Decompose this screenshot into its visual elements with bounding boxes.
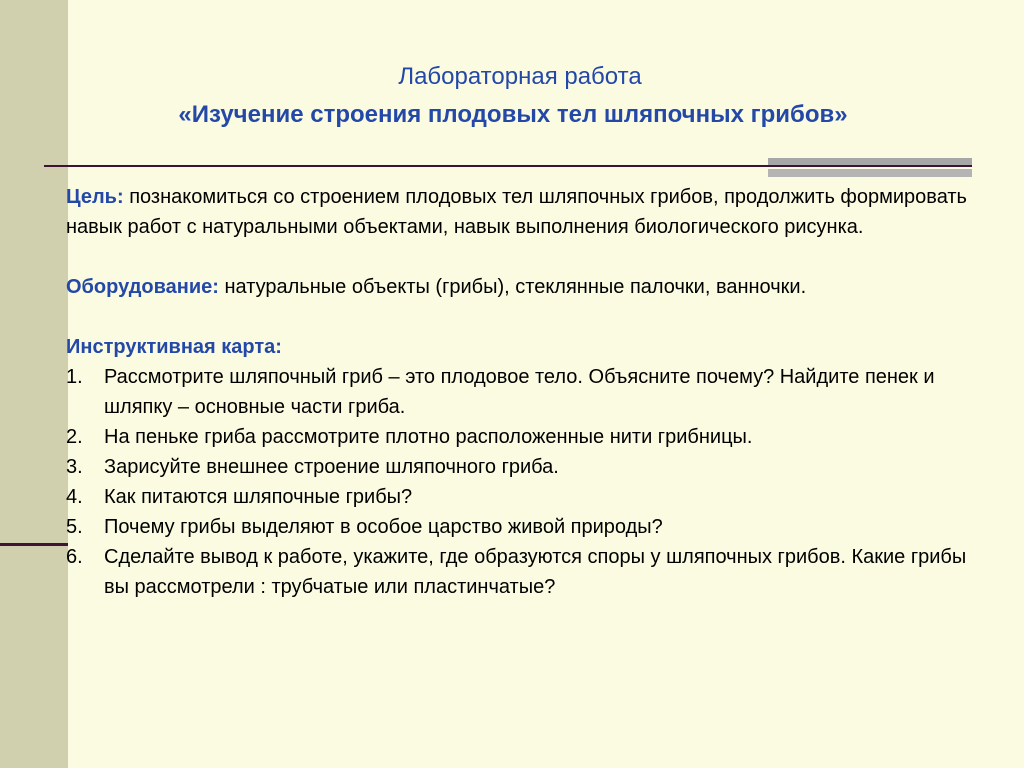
title-line-1: Лабораторная работа xyxy=(398,63,642,90)
left-strip-rule xyxy=(0,543,68,546)
slide-title xyxy=(0,58,1024,134)
equipment-label: Оборудование: xyxy=(66,276,219,298)
step-number: 1. xyxy=(66,366,83,388)
instruction-steps xyxy=(66,362,996,602)
spacer xyxy=(66,302,996,332)
equipment-paragraph xyxy=(66,272,996,302)
title-line-2: «Изучение строения плодовых тел шляпочных грибов» xyxy=(178,101,848,128)
instruction-step xyxy=(66,542,996,602)
step-text: Как питаются шляпочные грибы? xyxy=(104,486,413,508)
equipment-text: натуральные объекты (грибы), стеклянные палочки, ванночки. xyxy=(218,276,807,298)
step-text: Сделайте вывод к работе, укажите, где образуются споры у шляпочных грибов. Какие грибы вы рассмотрели : трубчатые или пластинчатые? xyxy=(104,546,967,598)
step-text: Почему грибы выделяют в особое царство живой природы? xyxy=(104,516,663,538)
step-number: 4. xyxy=(66,486,83,508)
step-number: 6. xyxy=(66,546,83,568)
step-text: На пеньке гриба рассмотрите плотно расположенные нити грибницы. xyxy=(104,426,753,448)
spacer xyxy=(66,242,996,272)
slide-body xyxy=(66,182,996,602)
instruction-step xyxy=(66,452,996,482)
step-number: 2. xyxy=(66,426,83,448)
instruction-step xyxy=(66,362,996,422)
instructions-label: Инструктивная карта: xyxy=(66,336,282,358)
step-number: 3. xyxy=(66,456,83,478)
instruction-step xyxy=(66,482,996,512)
divider-bar-top xyxy=(768,158,972,165)
divider-bar-bottom xyxy=(768,169,972,177)
title-divider-bars xyxy=(768,158,972,177)
step-text: Зарисуйте внешнее строение шляпочного гриба. xyxy=(104,456,559,478)
step-number: 5. xyxy=(66,516,83,538)
step-text: Рассмотрите шляпочный гриб – это плодовое тело. Объясните почему? Найдите пенек и шляпку – основные части гриба. xyxy=(104,366,935,418)
goal-paragraph xyxy=(66,182,996,242)
goal-label: Цель: xyxy=(66,186,124,208)
instruction-step xyxy=(66,422,996,452)
instruction-step xyxy=(66,512,996,542)
goal-text: познакомиться со строением плодовых тел шляпочных грибов, продолжить формировать навык работ с натуральными объектами, навык выполнения биологического рисунка. xyxy=(66,186,967,238)
